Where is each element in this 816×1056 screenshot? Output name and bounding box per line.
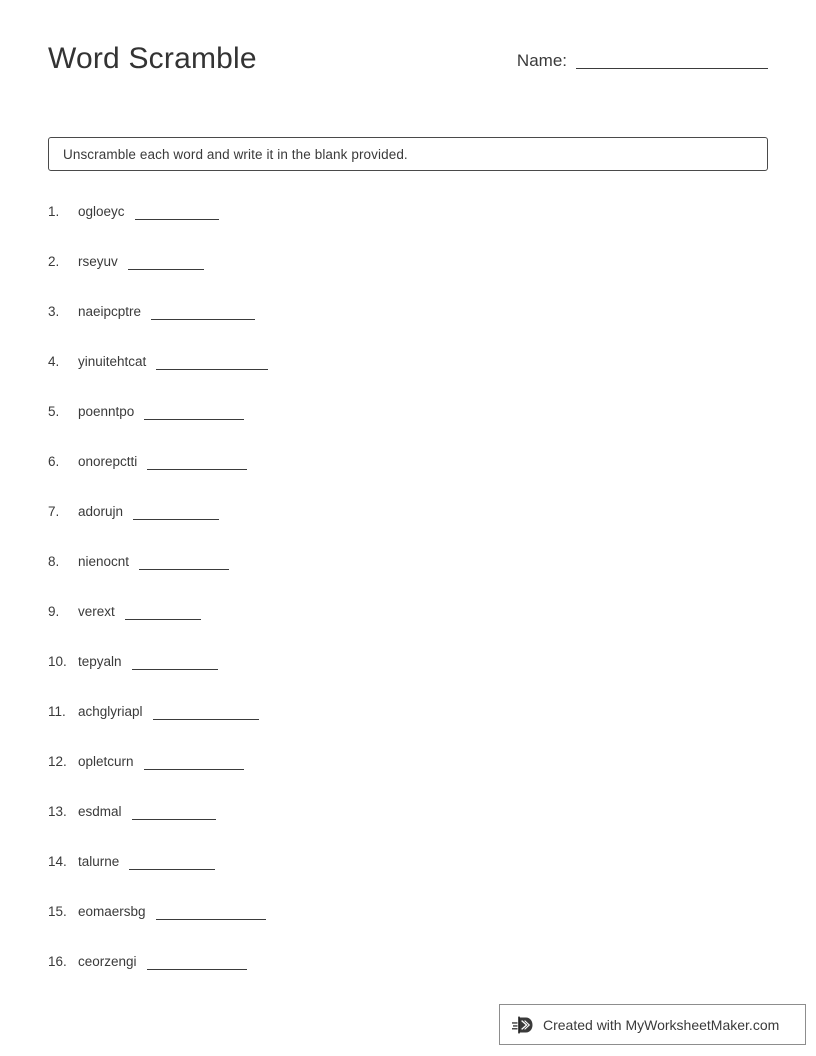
- scrambled-word: tepyaln: [78, 654, 122, 669]
- word-row: [48, 752, 768, 802]
- scrambled-word: onorepctti: [78, 454, 138, 469]
- word-number: 6.: [48, 454, 60, 469]
- answer-blank-line[interactable]: [132, 669, 218, 670]
- answer-blank-line[interactable]: [156, 919, 266, 920]
- answer-blank-line[interactable]: [133, 519, 219, 520]
- scrambled-word: ceorzengi: [78, 954, 137, 969]
- answer-blank-line[interactable]: [153, 719, 259, 720]
- answer-blank-line[interactable]: [151, 319, 255, 320]
- word-number: 8.: [48, 554, 60, 569]
- scrambled-word: ogloeyc: [78, 204, 125, 219]
- name-label: Name:: [516, 51, 567, 70]
- scrambled-word: naeipcptre: [78, 304, 142, 319]
- word-number: 13.: [48, 804, 67, 819]
- word-number: 10.: [48, 654, 67, 669]
- scrambled-word: esdmal: [78, 804, 122, 819]
- word-row: [48, 202, 768, 252]
- word-row: [48, 502, 768, 552]
- word-row: [48, 302, 768, 352]
- instruction-text: Unscramble each word and write it in the blank provided.: [63, 146, 408, 162]
- scrambled-word: verext: [78, 604, 115, 619]
- answer-blank-line[interactable]: [156, 369, 268, 370]
- answer-blank-line[interactable]: [147, 969, 247, 970]
- word-number: 9.: [48, 604, 60, 619]
- word-number: 7.: [48, 504, 60, 519]
- word-row: [48, 802, 768, 852]
- worksheet-maker-logo-icon: [512, 1014, 534, 1036]
- word-number: 16.: [48, 954, 67, 969]
- word-number: 15.: [48, 904, 67, 919]
- answer-blank-line[interactable]: [147, 469, 247, 470]
- scrambled-word: rseyuv: [78, 254, 118, 269]
- answer-blank-line[interactable]: [132, 819, 216, 820]
- word-number: 2.: [48, 254, 60, 269]
- word-row: [48, 452, 768, 502]
- answer-blank-line[interactable]: [128, 269, 204, 270]
- scrambled-word: eomaersbg: [78, 904, 146, 919]
- footer-attribution-text: Created with MyWorksheetMaker.com: [543, 1016, 780, 1033]
- word-row: [48, 652, 768, 702]
- word-number: 3.: [48, 304, 60, 319]
- scrambled-word: opletcurn: [78, 754, 134, 769]
- answer-blank-line[interactable]: [144, 419, 244, 420]
- scrambled-word: yinuitehtcat: [78, 354, 147, 369]
- worksheet-header: [48, 42, 768, 98]
- word-row: [48, 602, 768, 652]
- word-row: [48, 852, 768, 902]
- word-number: 11.: [48, 704, 66, 719]
- word-row: [48, 952, 768, 1002]
- word-number: 12.: [48, 754, 67, 769]
- word-row: [48, 702, 768, 752]
- answer-blank-line[interactable]: [144, 769, 244, 770]
- scrambled-word: nienocnt: [78, 554, 130, 569]
- word-number: 4.: [48, 354, 60, 369]
- name-field-group: [517, 52, 768, 71]
- word-number: 14.: [48, 854, 67, 869]
- word-row: [48, 352, 768, 402]
- word-scramble-list: [48, 202, 768, 1002]
- scrambled-word: poenntpo: [78, 404, 135, 419]
- footer-attribution-badge[interactable]: [499, 1004, 806, 1045]
- page-title: Word Scramble: [48, 42, 257, 75]
- answer-blank-line[interactable]: [135, 219, 219, 220]
- answer-blank-line[interactable]: [139, 569, 229, 570]
- word-row: [48, 552, 768, 602]
- scrambled-word: talurne: [78, 854, 120, 869]
- word-number: 5.: [48, 404, 60, 419]
- scrambled-word: achglyriapl: [78, 704, 143, 719]
- answer-blank-line[interactable]: [125, 619, 201, 620]
- instruction-box: [48, 137, 768, 171]
- word-row: [48, 252, 768, 302]
- word-number: 1.: [48, 204, 60, 219]
- name-input-line[interactable]: [576, 68, 768, 69]
- answer-blank-line[interactable]: [129, 869, 215, 870]
- word-row: [48, 902, 768, 952]
- scrambled-word: adorujn: [78, 504, 124, 519]
- word-row: [48, 402, 768, 452]
